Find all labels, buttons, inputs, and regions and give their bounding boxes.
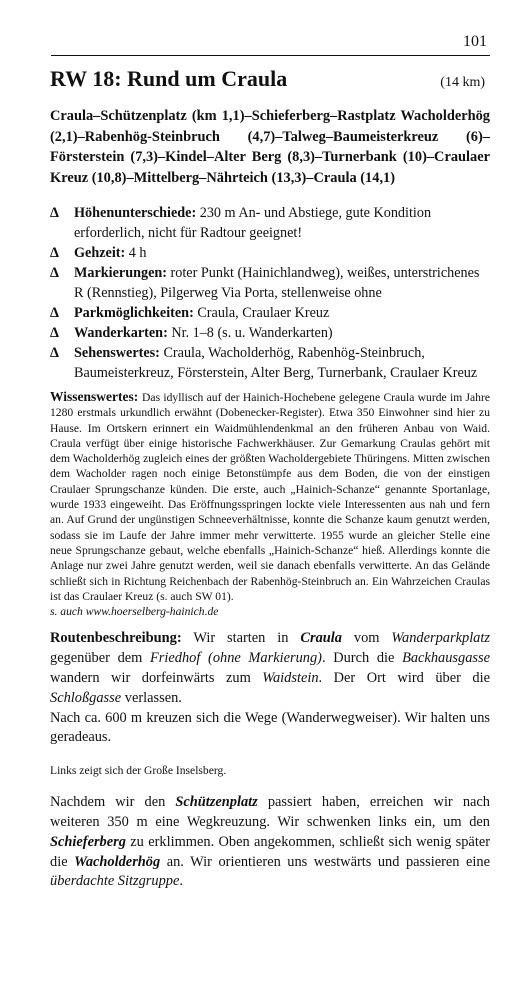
route-label: Routenbeschreibung: [50,630,182,647]
fact-item [50,303,490,323]
wissenswertes-label: Wissenswertes [50,389,134,404]
fact-label: Markierungen: [74,265,167,281]
page-content [50,106,490,892]
page-title: RW 18: Rund um Craula [50,66,288,91]
place-friedhof: Friedhof (ohne Markierung) [150,650,322,667]
delta-icon: Δ [50,325,59,341]
wissenswertes-section: Wissenswertes: Das idyllisch auf der Hainich-Hochebene gelegene Craula wurde im Jahre 1280 erstmals urkundlich erwähnt (Dobenecker-Register). Etwa 350 Einwohner sind hier zu Hause. Im Ortskern erinnert ein Waidmühlendenkmal an den früheren Anbau von Waid. Craula verfügt über einige historische Fachwerkhäuser. Zur Gemarkung Craulas gehört mit dem Wacholderhög zugleich eines der größten Wacholdergebiete Thüringens. Mitten zwischen dem Wacholder ragen noch einige Betonstümpfe aus dem Boden, die von der einstigen Craulaer Sprungschanze künden. Die erste, auch „Hainich-Schanze“ genannte Sportanlage, wurde 1933 eingeweiht. Das Eröffnungsspringen lockte viele Interessenten aus nah und fern an. Auf Grund der ungünstigen Schneeverhältnisse, konnte die Schanze kaum genutzt werden, sodass sie im Laufe der Jahre immer mehr verwitterte. 1955 wurde an gleicher Stelle eine neue Sprungschanze gebaut, welche ebenfalls „Hainich-Schanze“ hieß. Allerdings konnte die Anlage nur zwei Jahre genutzt werden, weil sie danach ebenfalls verwitterte. An das Gelände schließt sich in Richtung Reichenbach der Rabenhög-Steinbruch an. Ein Wahrzeichen Craulas ist das Craulaer Kreuz (s. auch SW 01). s. auch www.hoerselberg-hainich.de [50,389,490,619]
place-wanderparkplatz: Wanderparkplatz [391,630,490,647]
fact-label: Parkmöglichkeiten: [74,305,194,321]
place-schieferberg: Schieferberg [50,833,126,850]
delta-icon: Δ [50,305,59,321]
fact-label: Wanderkarten: [74,325,168,341]
delta-icon: Δ [50,205,59,221]
route-text: wandern wir dorfeinwärts zum [50,670,251,687]
fact-value: 4 h [128,245,147,261]
title-row [50,66,485,92]
fact-value: Craula, Craulaer Kreuz [197,305,330,321]
route-description [50,629,490,748]
route-text: Nachdem wir den [50,794,166,811]
route-text: vom [353,630,380,647]
place-schlossgasse: Schloßgasse [50,689,122,706]
fact-value: roter Punkt (Hainichlandweg), weißes, unterstrichenes R (Rennstieg), Pilgerweg Via Porta, stellenweise ohne [74,265,480,301]
route-line-2: Nach ca. 600 m kreuzen sich die Wege (Wanderwegweiser). Wir halten uns geradeaus. [50,709,490,746]
website-link: s. auch www.hoerselberg-hainich.de [50,605,219,619]
place-backhausgasse: Backhausgasse [402,650,490,667]
route-text: gegenüber dem [50,650,143,667]
route-text: Wir starten in [193,630,289,647]
header-rule [51,55,490,56]
fact-item [50,263,490,303]
place-wacholderhoeg: Wacholderhög [74,853,161,870]
route-continuation [50,793,490,892]
fact-item [50,243,490,263]
fact-item [50,323,490,343]
route-text: verlassen. [124,689,182,706]
fact-label: Gehzeit: [74,245,126,261]
route-text: . Durch die [321,650,395,667]
place-craula: Craula [300,630,342,647]
route-stations: Craula–Schützenplatz (km 1,1)–Schieferberg–Rastplatz Wacholderhög (2,1)–Rabenhög-Steinbruch (4,7)–Talweg–Baumeisterkreuz (6)–Försterstein (7,3)–Kindel–Alter Berg (8,3)–Turnerbank (10)–Craulaer Kreuz (10,8)–Mittelberg–Nährteich (13,3)–Craula (14,1) [50,108,490,186]
fact-value: Nr. 1–8 (s. u. Wanderkarten) [171,325,333,341]
fact-label: Höhenunterschiede: [74,205,197,221]
side-note: Links zeigt sich der Große Inselsberg. [50,764,227,778]
page-number: 101 [463,33,487,50]
route-text: an. Wir orientieren uns westwärts und passieren eine [166,853,490,870]
route-text: passiert haben, erreichen wir nach weiteren 350 m eine Wegkreuzung. Wir schwenken links ein, um den [50,794,490,831]
fact-value: 230 m An- und Abstiege, gute Kondition erforderlich, nicht für Radtour geeignet! [74,205,432,241]
fact-item [50,203,490,243]
place-waidstein: Waidstein [262,670,319,687]
route-text: . Der Ort wird über die [318,670,490,687]
facts-list [50,203,490,383]
delta-icon: Δ [50,245,59,261]
route-text: . [179,873,183,890]
route-distance: (14 km) [440,75,485,90]
fact-item [50,343,490,383]
delta-icon: Δ [50,345,59,361]
route-text: zu erklimmen. Oben angekommen, schließt sich wenig später die [50,833,491,870]
fact-label: Sehenswertes: [74,345,160,361]
place-schuetzenplatz: Schützenplatz [175,794,258,811]
place-sitzgruppe: überdachte Sitzgruppe [50,873,180,890]
fact-value: Craula, Wacholderhög, Rabenhög-Steinbruch, Baumeisterkreuz, Försterstein, Alter Berg, Turnerbank, Craulaer Kreuz [74,345,478,381]
delta-icon: Δ [50,265,59,281]
wissenswertes-text: Das idyllisch auf der Hainich-Hochebene gelegene Craula wurde im Jahre 1280 erstmals urkundlich erwähnt (Dobenecker-Register). Etwa 350 Einwohner sind hier zu Hause. Im Ortskern erinnert ein Waidmühlendenkmal an den früheren Anbau von Waid. Craula verfügt über einige historische Fachwerkhäuser. Zur Gemarkung Craulas gehört mit dem Wacholderhög zugleich eines der größten Wacholdergebiete Thüringens. Mitten zwischen dem Wacholder ragen noch einige Betonstümpfe aus dem Boden, die von der einstigen Craulaer Sprungschanze künden. Die erste, auch „Hainich-Schanze“ genannte Sportanlage, wurde 1933 eingeweiht. Das Eröffnungsspringen lockte viele Interessenten aus nah und fern an. Auf Grund der ungünstigen Schneeverhältnisse, konnte die Schanze kaum genutzt werden, sodass sie im Laufe der Jahre immer mehr verwitterte. 1955 wurde an gleicher Stelle eine neue Sprungschanze gebaut, welche ebenfalls „Hainich-Schanze“ hieß. Allerdings konnte die Anlage nur zwei Jahre genutzt werden, weil sie danach ebenfalls verwitterte. An das Gelände schließt sich in Richtung Reichenbach der Rabenhög-Steinbruch an. Ein Wahrzeichen Craulas ist das Craulaer Kreuz (s. auch SW 01). [50,391,490,603]
